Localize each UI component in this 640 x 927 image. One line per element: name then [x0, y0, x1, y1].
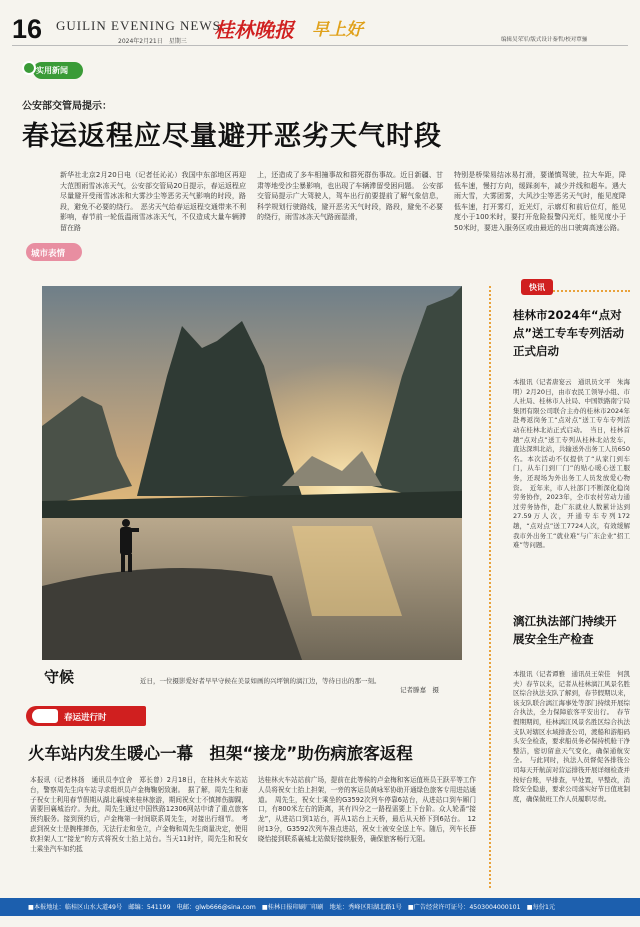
- tag-city-expression-label: 城市表情: [31, 249, 66, 259]
- masthead-rule: [12, 45, 628, 46]
- tag-spring-travel-label: 春运进行时: [64, 713, 107, 723]
- lead-column-2: 上，还造成了多车相撞事故和群死群伤事故。近日新疆、甘肃等地受沙尘暴影响，也出现了车辆滞留受困问题。 公安部交管局提示广大驾驶人，驾车出行前要提前了解气象信息，科学规划行驶路线，避开恶劣天气时段，路段，避免不必要的绕行，雨雪冰冻天气路面湿滑，: [257, 171, 443, 221]
- bottom-column-1: 本报讯（记者林扬 通讯员李宜舍 郑长曾）2月18日，在桂林火车站站台，警察周先生向车站寻求组织员卢金梅鞠躬致谢。 据了解，周先生和妻子祝女士利用春节假期从湖北襄城来桂林旅游，期间祝女士不慎摔伤脚踝，需要回襄城治疗。为此，周先生通过中国铁路12306网站申请了重点旅客预约服务。接到预约后，卢金梅第一时间联系周先生，对接出行细节。 考虑到祝女士是腕椎摔伤，无法行走和坐立，卢金梅和周先生商量决定，使用软担架人工“接龙”的方式将祝女士抬上站台。当天11时许，周先生和祝女士乘坐汽车如约抵: [30, 776, 248, 853]
- sidebar-headline-1: 桂林市2024年“点对点”送工专车专列活动正式启动: [513, 308, 625, 358]
- sidebar-headline-2: 漓江执法部门持续开展安全生产检查: [513, 614, 617, 646]
- photo-caption: 近日，一位摄影爱好者早早守候在美景如画的兴坪镇的漓江边，等待日出的那一刻。: [140, 677, 381, 685]
- footer-text: ■本报地址：临桂区山水大道49号 邮编：541199 电邮：glwb666@sina.com ■桂林日报印刷厂印刷 地址：秀峰区阳湖北路1号 ■广告经营许可证号：4503004000101 ■每份1元: [28, 904, 556, 911]
- tag-express-label: 快讯: [529, 283, 545, 292]
- tag-practical-news-icon: [22, 61, 36, 75]
- issue-date: 2024年2月21日 星期三: [118, 38, 187, 45]
- sidebar-article-2: 本报讯（记者谭雅 通讯员王荣佳 何凯夫）春节以来，记者从桂林漓江风景名胜区综合执法支队了解到，春节假期以来，该支队联合漓江海事处等部门持续开展综合执法，全力保障旅客平安出行。 春节假期期间，桂林漓江风景名胜区综合执法支队对辖区水域排查公司，渡船和游船码头安全检查，要求船员务必保持机舱干净整洁，密切留意天气变化，确保通航安全。 与此同时，执法人员督促各排筏公司每天开航前对营运排筏开展详细检查并按好台账，早排查，早处置，早整改，消除安全隐患，要求公司落实好节日值班制度，确保做班工作人员履职尽责。: [513, 670, 630, 803]
- lead-column-3: 特别是桥梁易结冰易打滑，要谨慎驾驶，拉大车距，降低车速，慢打方向，缓踩刹车，减少并线和超车。遇大雨大雪，大雾团雾，大风沙尘等恶劣天气时，能见度降低车速，打开雾灯，近光灯，示廓灯和前后位灯，能见度小于100米时，要打开危险报警闪光灯，能见度小于50米时，要进入服务区或由最近的出口驶离高速公路。: [454, 171, 626, 232]
- lead-headline: 春运返程应尽量避开恶劣天气时段: [22, 121, 442, 152]
- pebble-bank: [42, 568, 302, 660]
- paper-english-name: GUILIN EVENING NEWS: [56, 18, 221, 33]
- photo-caption-title: 守候: [44, 668, 75, 686]
- lead-kicker: 公安部交管局提示：: [22, 101, 112, 112]
- train-icon: [32, 709, 58, 723]
- paper-logo: 桂林晚报: [214, 18, 294, 42]
- page-number: 16: [12, 14, 43, 44]
- bottom-headline: 火车站内发生暖心一幕 担架“接龙”助伤病旅客返程: [28, 744, 413, 763]
- bottom-column-2: 达桂林火车站站前广场，提前在此等候的卢金梅和客运值班员王跃平等工作人员将祝女士抬上担架，一旁的客运员黄咏军协助开通绿色旅客专用进站通道。 周先生，祝女士乘坐的G3592次列车停靠6站台，从进站口到车厢门口，有800米左右的距离，其有四分之一路程需要上下台阶。众人轮番“接龙”，从进站口到1站台，再从1站台上天桥，最后从天桥下到6站台。 12时13分，G3592次列车准点进站，祝女士被安全送上车。随后，列车长薛晓怡接到联系襄城北站做好接续服务，确保旅客畅行无阻。: [258, 776, 476, 843]
- sidebar-article-1: 本报讯（记者唐宴云 通讯员文平 朱海明）2月20日，由市农民工领导小组、市人社局、桂林市人社局、中国铁路南宁局集团有限公司联合主办的桂林市2024年赴粤返岗务工“点对点”送工专车专列活动在桂林北站正式启动。 当日，桂林首趟“点对点”送工专列从桂林北站发车，直达深圳北站，共输送外出务工人员650名。本次活动不仅提供了“从家门到车门，从车门到厂门”的贴心暖心送工服务，还现场为外出务工人员发放爱心物资。 近年来，市人社部门不断深化稳岗劳务协作，2023年，全市农村劳动力通过劳务协作，赴广东就业人数累计达到27.59万人次，开通专车专列172趟，“点对点”送工7724人次，有效缓解我市外出务工“就业难”与广东企业“招工难”等问题。: [513, 378, 630, 550]
- tag-practical-news-label: 实用新闻: [36, 66, 68, 75]
- photo-frame: [42, 286, 462, 660]
- editor-credits: 编辑吴荣军/版式设计秦哲/校对覃骊: [501, 37, 588, 43]
- lead-column-1: 新华社北京2月20日电（记者任沁沁）我国中东部地区再迎大范围雨雪冰冻天气，公安部交管局20日提示，春运返程应尽量避开受雨雪冰冻和大雾沙尘等恶劣天气影响的时段，路段，避免不必要的绕行。 恶劣天气给春运返程交通带来不利影响，春节前一轮低温雨雪冰冻天气，不仅造成大量车辆滞留在路: [60, 171, 246, 232]
- masthead: [0, 0, 640, 46]
- section-name: 早上好: [312, 20, 363, 40]
- li-river-sunrise-photo: [42, 286, 462, 660]
- photo-credit: 记者滕嘉 摄: [400, 686, 439, 694]
- sidebar-dashed-rule: [489, 286, 491, 888]
